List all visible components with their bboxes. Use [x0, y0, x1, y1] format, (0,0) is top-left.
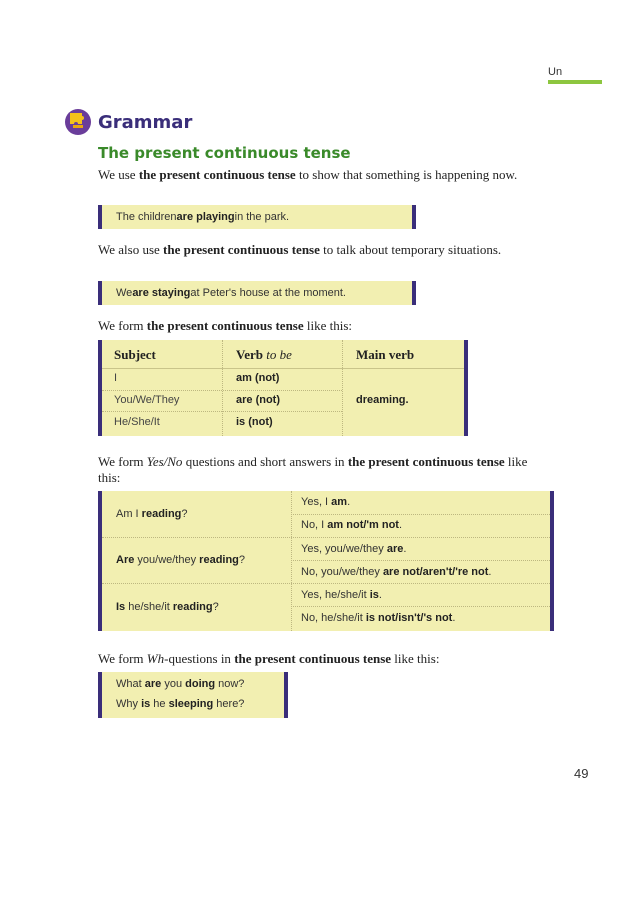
paragraph-form: We form the present continuous tense like this: — [98, 318, 353, 333]
row-verb: are (not) — [236, 394, 280, 406]
row-subject: He/She/It — [114, 416, 160, 428]
unit-accent-bar — [548, 80, 602, 84]
row-subject: I — [114, 372, 118, 384]
form-table-header — [102, 340, 464, 369]
question-are-you: Are you/we/they reading? — [116, 554, 246, 566]
grammar-heading — [64, 107, 192, 137]
form-table — [98, 340, 468, 436]
header-main-verb: Main verb — [356, 347, 415, 362]
wh-example: Why is he sleeping here? — [116, 698, 245, 710]
header-verb-to-be: Verb to be — [236, 347, 292, 362]
wh-example: What are you doing now? — [116, 678, 245, 690]
answer-yes: Yes, you/we/they are. — [301, 543, 407, 555]
row-verb: is (not) — [236, 416, 273, 428]
wh-example-box — [98, 672, 288, 718]
answer-yes: Yes, I am. — [301, 496, 351, 508]
main-verb-cell: dreaming. — [356, 394, 409, 406]
row-subject: You/We/They — [114, 394, 180, 406]
paragraph-present-now: We use the present continuous tense to show that something is happening now. — [98, 167, 518, 182]
section-title: The present continuous tense — [98, 144, 351, 162]
answer-no: No, I am not/'m not. — [301, 519, 403, 531]
answer-no: No, you/we/they are not/aren't/'re not. — [301, 566, 492, 578]
unit-label: Un — [548, 66, 563, 78]
yes-no-table — [98, 491, 554, 631]
header-subject: Subject — [114, 347, 156, 362]
example-box-now: The children are playing in the park. — [98, 205, 416, 229]
question-am-i: Am I reading? — [116, 508, 188, 520]
answer-yes: Yes, he/she/it is. — [301, 589, 382, 601]
page-number: 49 — [574, 766, 589, 781]
row-verb: am (not) — [236, 372, 280, 384]
example-box-temporary: We are staying at Peter's house at the moment. — [98, 281, 416, 305]
paragraph-wh: We form Wh-questions in the present continuous tense like this: — [98, 651, 440, 666]
puzzle-icon — [64, 108, 92, 136]
paragraph-temporary: We also use the present continuous tense to talk about temporary situations. — [98, 242, 502, 257]
answer-no: No, he/she/it is not/isn't/'s not. — [301, 612, 456, 624]
grammar-title: Grammar — [98, 111, 193, 133]
question-is-he: Is he/she/it reading? — [116, 601, 219, 613]
paragraph-yes-no: We form Yes/No questions and short answers in the present continuous tense like this: — [98, 454, 528, 485]
